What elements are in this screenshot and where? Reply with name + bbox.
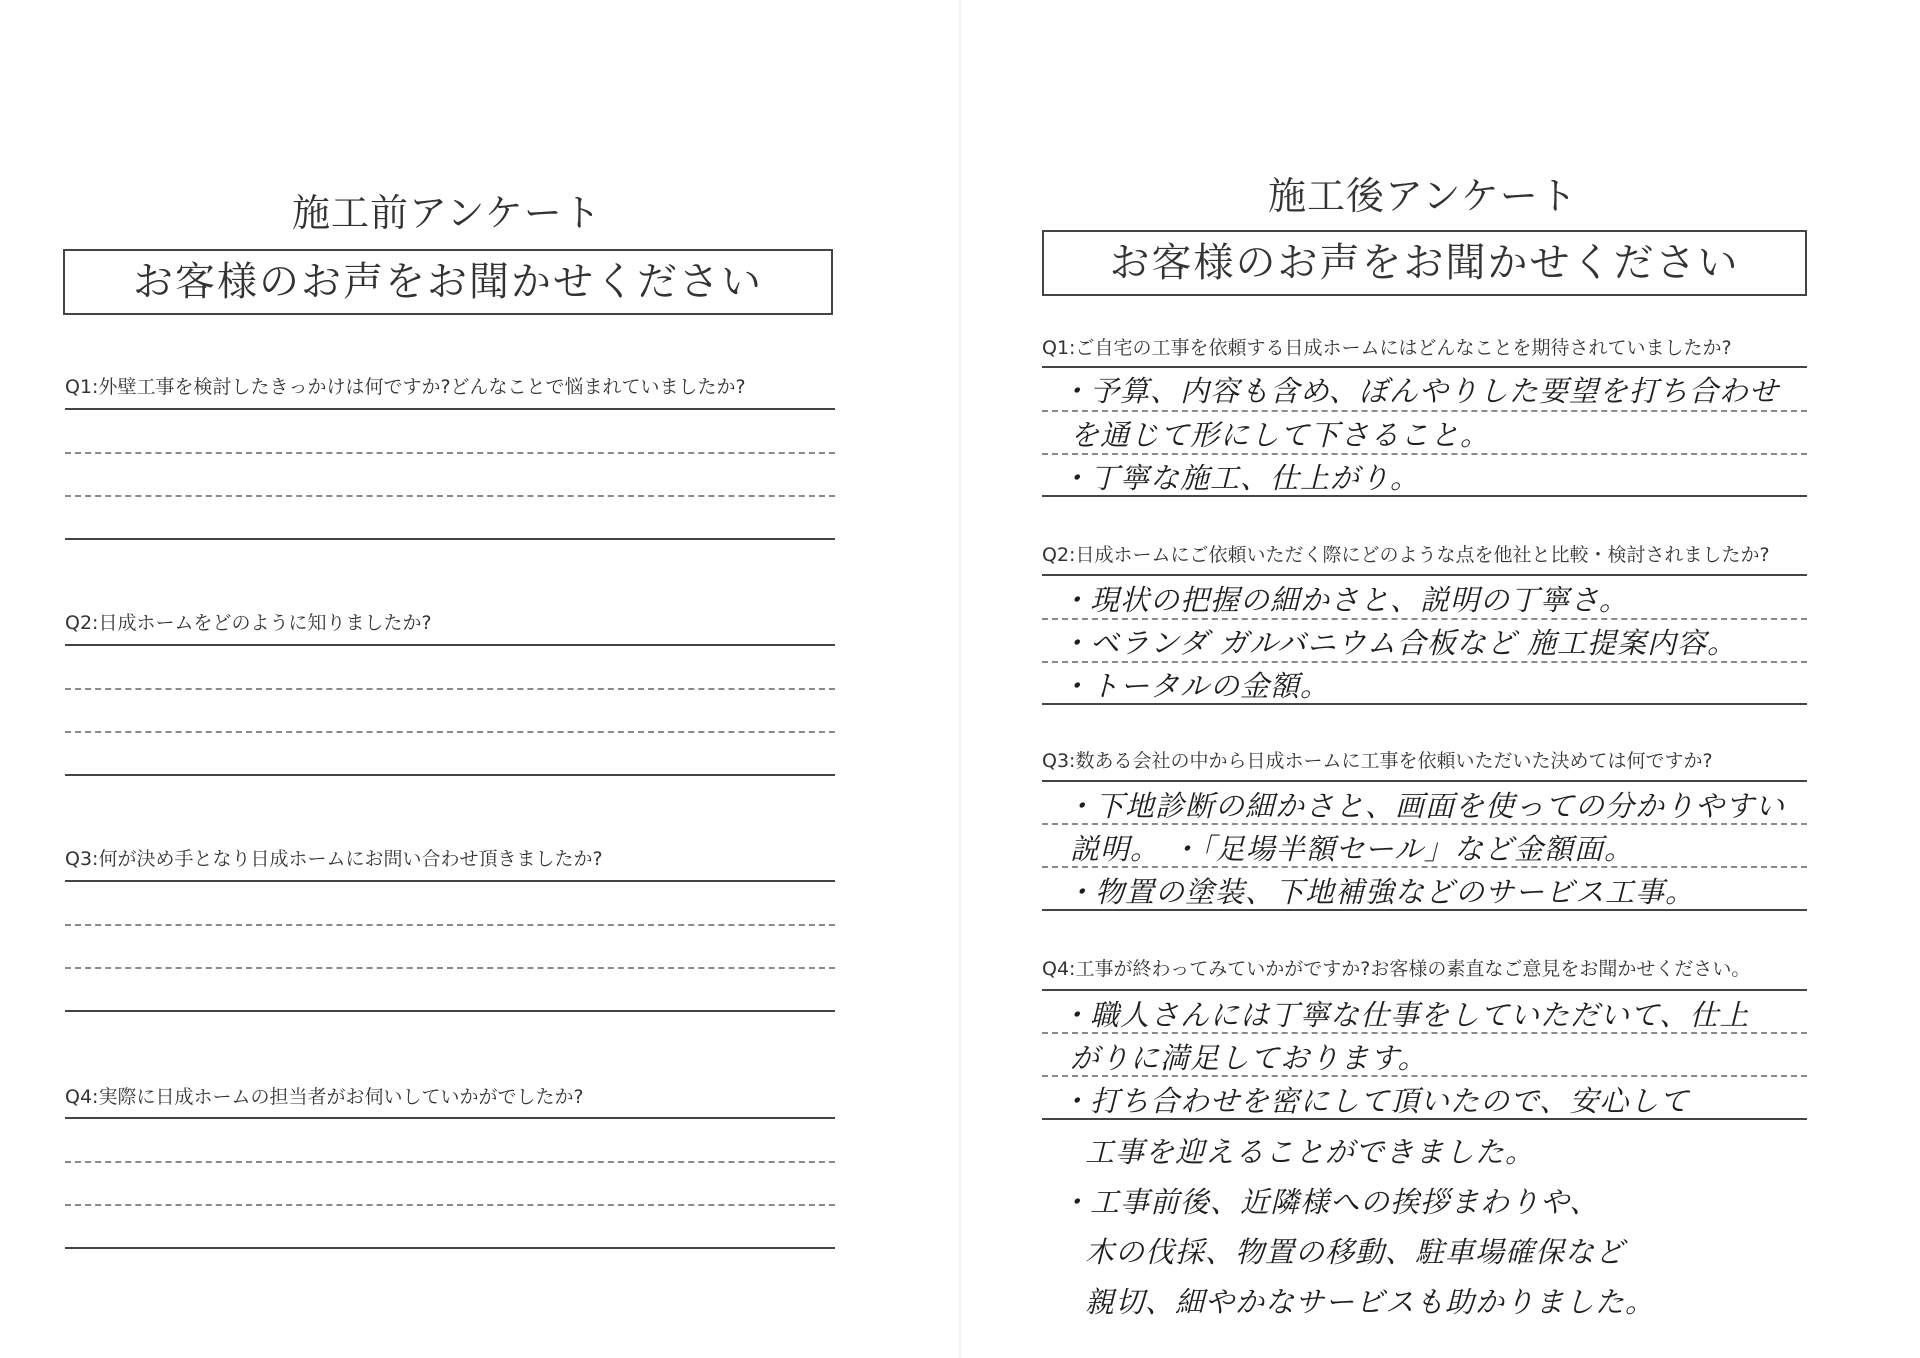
before-q2-line-4 [65,774,835,776]
after-q3-answer-3: ・物置の塗装、下地補強などのサービス工事。 [1065,875,1696,909]
before-q4-label: Q4:実際に日成ホームの担当者がお伺いしていかがでしたか? [65,1086,584,1108]
before-q3-label: Q3:何が決め手となり日成ホームにお問い合わせ頂きましたか? [65,848,603,870]
before-q3-line-4 [65,1010,835,1012]
after-survey-sheet [960,0,1920,1358]
after-q3-line-1 [1042,780,1807,782]
after-q4-answer-6: 木の伐採、物置の移動、駐車場確保など [1085,1235,1626,1269]
after-q2-answer-1: ・現状の把握の細かさと、説明の丁寧さ。 [1060,583,1629,617]
before-q3-line-1 [65,880,835,882]
after-q3-answer-1: ・下地診断の細かさと、画面を使っての分かりやすい [1065,789,1786,823]
after-q2-line-1 [1042,574,1807,576]
after-q2-answer-2: ・ベランダ ガルバニウム合板など 施工提案内容。 [1060,626,1737,660]
before-q3-line-3 [65,967,835,969]
before-q2-line-2 [65,688,835,690]
after-q1-answer-3: ・丁寧な施工、仕上がり。 [1060,461,1421,495]
before-survey-title: 施工前アンケート [292,191,602,235]
before-q1-line-2 [65,452,835,454]
before-q2-line-1 [65,644,835,646]
after-q4-answer-1: ・職人さんには丁寧な仕事をしていただいて、仕上 [1060,998,1750,1032]
after-q3-answer-2: 説明。 ・「足場半額セール」など金額面。 [1070,832,1634,866]
before-q2-label: Q2:日成ホームをどのように知りましたか? [65,612,432,634]
before-q4-line-4 [65,1247,835,1249]
after-q1-answer-2: を通じて形にして下さること。 [1070,418,1491,452]
after-q4-answer-5: ・工事前後、近隣様への挨拶まわりや、 [1060,1185,1600,1219]
after-q4-answer-3: ・打ち合わせを密にして頂いたので、安心して [1060,1084,1690,1118]
after-q1-line-2 [1042,410,1807,412]
after-q2-answer-3: ・トータルの金額。 [1060,669,1331,703]
after-q3-label: Q3:数ある会社の中から日成ホームに工事を依頼いただいた決めては何ですか? [1042,750,1713,772]
before-q3-line-2 [65,924,835,926]
after-q4-label: Q4:工事が終わってみていかがですか?お客様の素直なご意見をお聞かせください。 [1042,958,1751,980]
before-q1-line-1 [65,408,835,410]
after-q1-line-1 [1042,366,1807,368]
before-q4-line-3 [65,1204,835,1206]
before-survey-banner: お客様のお声をお聞かせください [63,249,833,315]
after-q1-label: Q1:ご自宅の工事を依頼する日成ホームにはどんなことを期待されていましたか? [1042,337,1732,359]
before-q4-line-1 [65,1117,835,1119]
after-q2-label: Q2:日成ホームにご依頼いただく際にどのような点を他社と比較・検討されましたか? [1042,544,1770,566]
before-q1-line-4 [65,538,835,540]
after-q1-answer-1: ・予算、内容も含め、ぼんやりした要望を打ち合わせ [1060,374,1779,408]
after-q4-answer-7: 親切、細やかなサービスも助かりました。 [1085,1285,1656,1319]
after-q4-answer-2: がりに満足しております。 [1070,1041,1428,1075]
after-survey-banner: お客様のお声をお聞かせください [1042,230,1807,296]
after-q4-answer-4: 工事を迎えることができました。 [1085,1135,1536,1169]
before-q1-label: Q1:外壁工事を検討したきっかけは何ですか?どんなことで悩まれていましたか? [65,376,746,398]
before-q1-line-3 [65,495,835,497]
after-survey-title: 施工後アンケート [1268,174,1578,218]
before-q4-line-2 [65,1161,835,1163]
before-q2-line-3 [65,731,835,733]
after-q4-line-1 [1042,989,1807,991]
